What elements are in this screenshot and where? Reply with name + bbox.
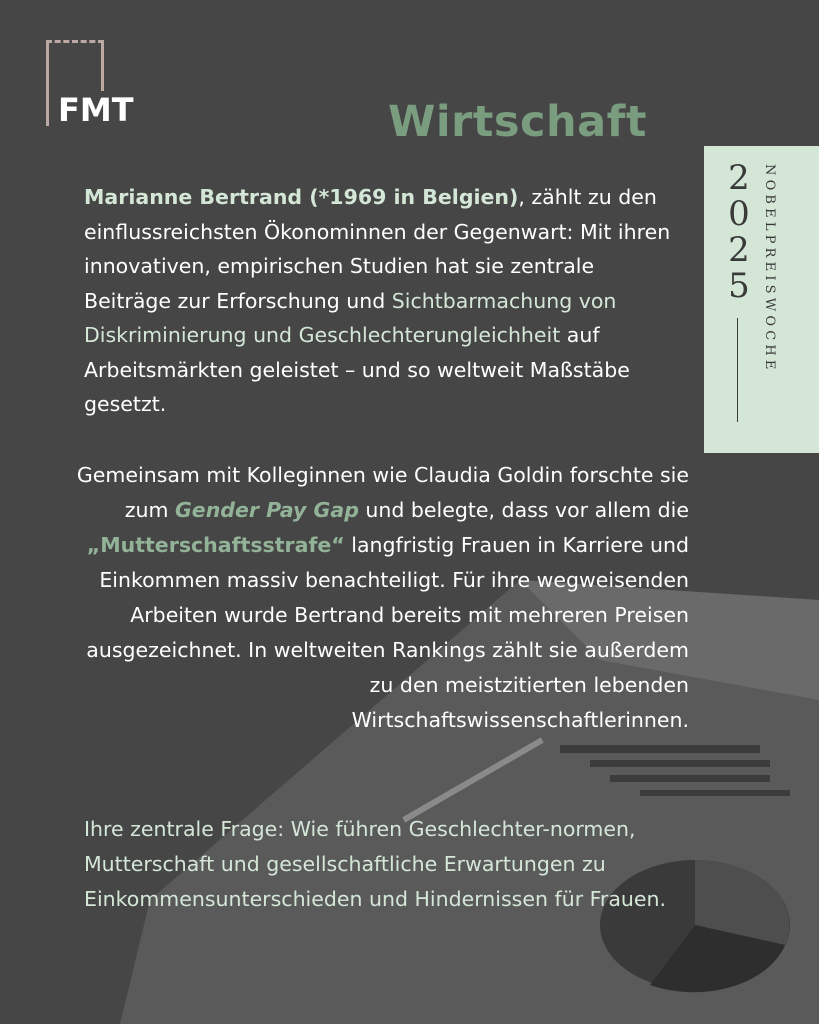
term-gender-pay-gap: Gender Pay Gap <box>174 498 359 522</box>
year-digit: 2 <box>728 230 750 270</box>
text-span: , zählt zu den einflussreichsten Ökonominnen der Gegenwart: Mit ihren innovativen, empirischen Studien hat sie zentrale Beiträge zur Erforschung und <box>84 185 671 313</box>
year-divider-line <box>737 318 738 422</box>
text-span: Gemeinsam mit Kolleginnen wie Claudia Goldin forschte sie zum <box>76 463 689 522</box>
text-span: und belegte, dass vor allem die <box>358 498 689 522</box>
year-digit: 0 <box>728 194 750 234</box>
research-paragraph <box>58 458 689 738</box>
year-label <box>724 160 754 304</box>
event-label: NOBELPREISWOCHE <box>762 164 777 374</box>
year-digit: 5 <box>728 266 750 306</box>
question-paragraph: Ihre zentrale Frage: Wie führen Geschlechter-normen, Mutterschaft und gesellschaftliche Erwartungen zu Einkommensunterschieden und Hindernissen für Frauen. <box>84 817 667 911</box>
year-digit: 2 <box>728 158 750 198</box>
intro-paragraph <box>84 180 684 422</box>
page-title: Wirtschaft <box>388 97 647 147</box>
highlight-text: Sichtbarmachung von Diskriminierung und Geschlechterungleichheit <box>84 288 617 347</box>
text-span: langfristig Frauen in Karriere und Einkommen massiv benachteiligt. Für ihre wegweisenden Arbeiten wurde Bertrand bereits mit mehreren Preisen ausgezeichnet. In weltweiten Rankings zählt sie außerdem zu den meistzitierten lebenden Wirtschaftswissenschaftlerinnen. <box>86 533 689 732</box>
text-span: auf Arbeitsmärkten geleistet – und so weltweit Maßstäbe gesetzt. <box>84 323 630 416</box>
fmt-logo <box>46 40 136 130</box>
logo-text: FMT <box>58 91 134 129</box>
person-name: Marianne Bertrand (*1969 in Belgien) <box>84 185 519 209</box>
term-mutterschaftsstrafe: „Mutterschaftsstrafe“ <box>86 533 345 557</box>
